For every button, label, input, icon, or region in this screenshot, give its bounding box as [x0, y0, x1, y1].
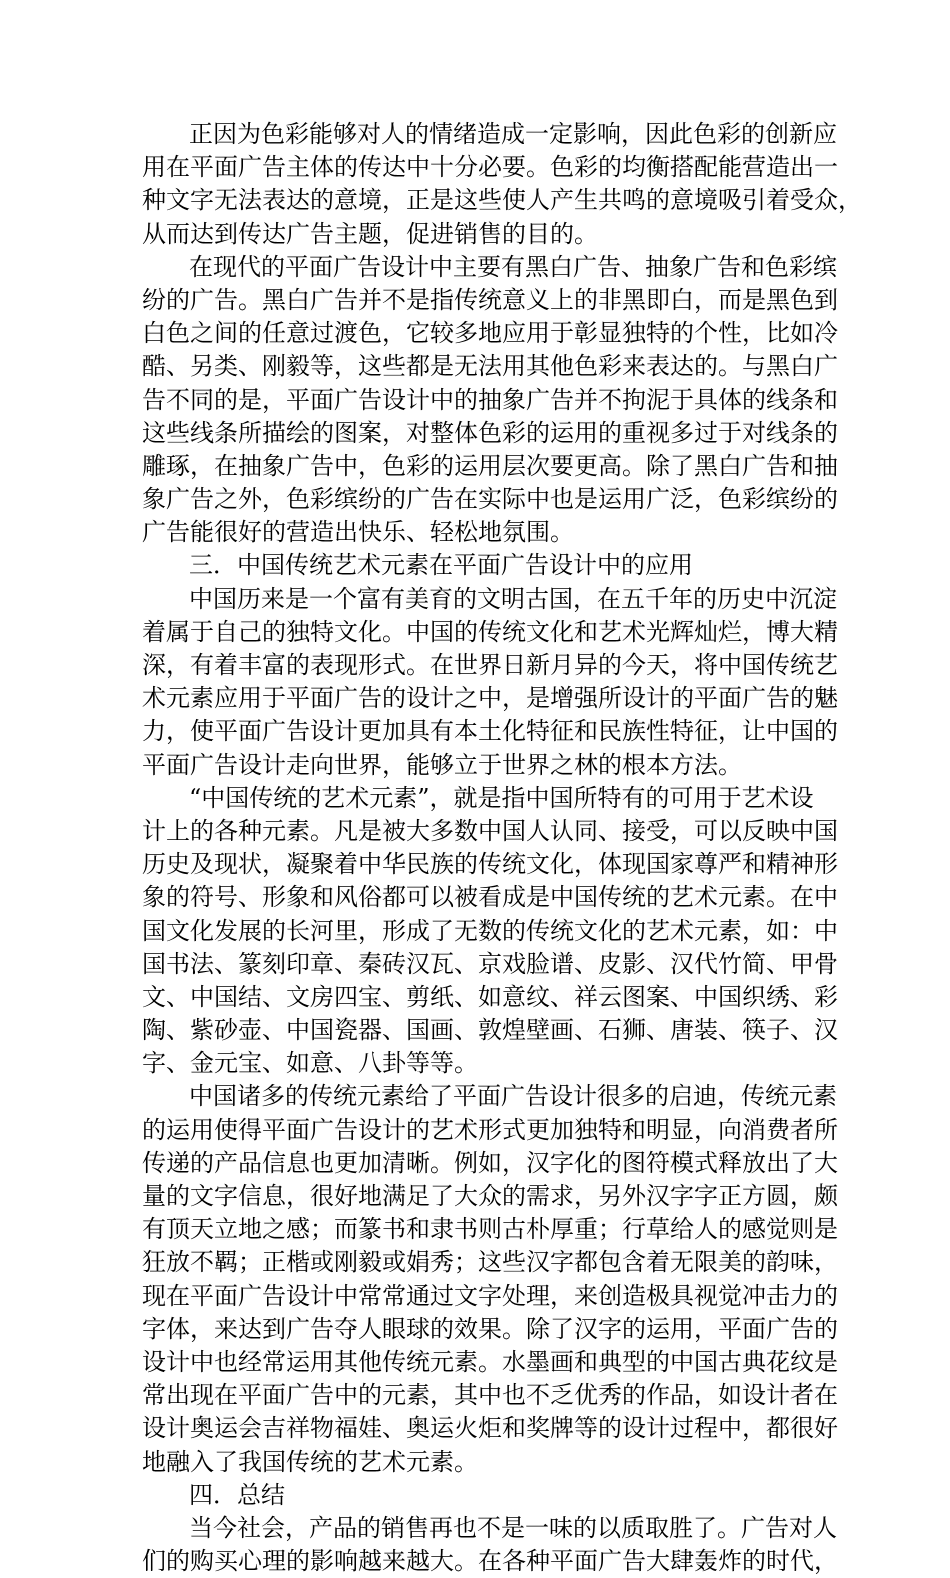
- text-line: 中国诸多的传统元素给了平面广告设计很多的启迪，传统元素: [189, 1082, 837, 1111]
- document-body: [142, 118, 862, 1578]
- text-line: 量的文字信息，很好地满足了大众的需求，另外汉字字正方圆，颇: [142, 1182, 838, 1210]
- text-line: 在现代的平面广告设计中主要有黑白广告、抽象广告和色彩缤: [189, 252, 837, 281]
- text-line: 设计中也经常运用其他传统元素。水墨画和典型的中国古典花纹是: [142, 1347, 838, 1376]
- text-line: 历史及现状，凝聚着中华民族的传统文化，体现国家尊严和精神形: [142, 850, 838, 879]
- text-line: 用在平面广告主体的传达中十分必要。色彩的均衡搭配能营造出一: [142, 153, 838, 182]
- text-line: 传递的产品信息也更加清晰。例如，汉字化的图符模式释放出了大: [142, 1148, 838, 1177]
- text-line: 从而达到传达广告主题，促进销售的目的。: [142, 219, 598, 248]
- text-line: 三．中国传统艺术元素在平面广告设计中的应用: [189, 551, 693, 580]
- text-line: 现在平面广告设计中常常通过文字处理，来创造极具视觉冲击力的: [142, 1281, 838, 1310]
- text-line: 象广告之外，色彩缤纷的广告在实际中也是运用广泛，色彩缤纷的: [142, 485, 838, 514]
- paragraph: [142, 583, 838, 782]
- text-line: 这些线条所描绘的图案，对整体色彩的运用的重视多过于对线条的: [142, 418, 838, 447]
- paragraph: [142, 251, 838, 550]
- text-line: 字体，来达到广告夺人眼球的效果。除了汉字的运用，平面广告的: [142, 1314, 838, 1343]
- text-line: 平面广告设计走向世界，能够立于世界之林的根本方法。: [142, 750, 742, 779]
- text-line: 国书法、篆刻印章、秦砖汉瓦、京戏脸谱、皮影、汉代竹简、甲骨: [142, 949, 838, 978]
- text-line: 雕琢，在抽象广告中，色彩的运用层次要更高。除了黑白广告和抽: [142, 451, 838, 480]
- text-line: 酷、另类、刚毅等，这些都是无法用其他色彩来表达的。与黑白广: [142, 352, 838, 381]
- text-line: 的运用使得平面广告设计的艺术形式更加独特和明显，向消费者所: [142, 1115, 838, 1144]
- text-line: 计上的各种元素。凡是被大多数中国人认同、接受，可以反映中国: [142, 816, 838, 845]
- text-line: 们的购买心理的影响越来越大。在各种平面广告大肆轰炸的时代，: [142, 1547, 838, 1576]
- text-line: 纷的广告。黑白广告并不是指传统意义上的非黑即白，而是黑色到: [142, 285, 838, 314]
- text-line: 正因为色彩能够对人的情绪造成一定影响，因此色彩的创新应: [189, 120, 837, 148]
- text-line: 深，有着丰富的表现形式。在世界日新月异的今天，将中国传统艺: [142, 651, 838, 679]
- text-line: 白色之间的任意过渡色，它较多地应用于彰显独特的个性，比如冷: [142, 319, 838, 348]
- text-line: 国文化发展的长河里，形成了无数的传统文化的艺术元素，如：中: [142, 916, 838, 945]
- text-line: 着属于自己的独特文化。中国的传统文化和艺术光辉灿烂，博大精: [142, 617, 838, 646]
- text-line: 种文字无法表达的意境，正是这些使人产生共鸣的意境吸引着受众，: [142, 186, 862, 215]
- text-line: 当今社会，产品的销售再也不是一味的以质取胜了。广告对人: [189, 1513, 837, 1542]
- text-line: 中国历来是一个富有美育的文明古国，在五千年的历史中沉淀: [189, 584, 837, 613]
- paragraph: [142, 782, 838, 1081]
- paragraph: [142, 549, 812, 582]
- text-line: 象的符号、形象和风俗都可以被看成是中国传统的艺术元素。在中: [142, 883, 838, 912]
- text-line: 常出现在平面广告中的元素，其中也不乏优秀的作品，如设计者在: [142, 1381, 838, 1410]
- text-line: 力，使平面广告设计更加具有本土化特征和民族性特征，让中国的: [142, 717, 838, 746]
- text-line: 狂放不羁；正楷或刚毅或娟秀；这些汉字都包含着无限美的韵味，: [142, 1248, 838, 1277]
- text-line: 有顶天立地之感；而篆书和隶书则古朴厚重；行草给人的感觉则是: [142, 1215, 838, 1244]
- text-line: 四．总结: [189, 1480, 285, 1509]
- paragraph: [142, 1080, 838, 1478]
- text-line: 地融入了我国传统的艺术元素。: [142, 1447, 478, 1476]
- text-line: 设计奥运会吉祥物福娃、奥运火炬和奖牌等的设计过程中，都很好: [142, 1414, 838, 1443]
- text-line: 术元素应用于平面广告的设计之中，是增强所设计的平面广告的魅: [142, 684, 838, 713]
- paragraph: [142, 1479, 812, 1512]
- text-line: “中国传统的艺术元素”，就是指中国所特有的可用于艺术设: [189, 783, 814, 812]
- text-line: 告不同的是，平面广告设计中的抽象广告并不拘泥于具体的线条和: [142, 385, 838, 414]
- text-line: 陶、紫砂壶、中国瓷器、国画、敦煌壁画、石狮、唐装、筷子、汉: [142, 1016, 838, 1045]
- paragraph: [142, 1512, 838, 1578]
- paragraph: [142, 118, 862, 251]
- text-line: 文、中国结、文房四宝、剪纸、如意纹、祥云图案、中国织绣、彩: [142, 982, 838, 1011]
- text-line: 字、金元宝、如意、八卦等等。: [142, 1049, 478, 1078]
- text-line: 广告能很好的营造出快乐、轻松地氛围。: [142, 518, 574, 547]
